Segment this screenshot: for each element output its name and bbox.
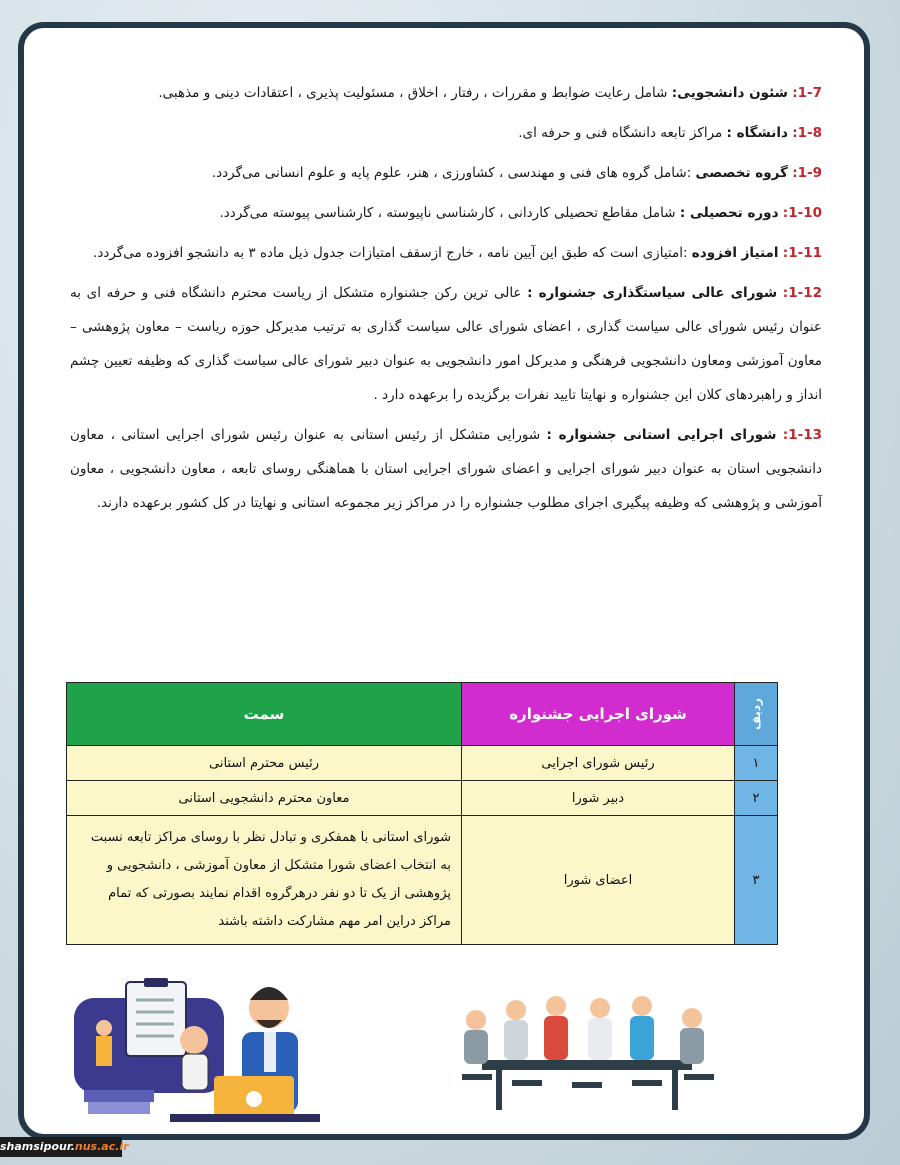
header-council: شورای اجرایی جشنواره — [462, 683, 735, 746]
books-stack — [84, 1090, 154, 1102]
row-role: معاون محترم دانشجویی استانی — [67, 781, 462, 816]
clause-term: شئون دانشجویی: — [671, 85, 788, 101]
clause-text: :امتیازی است که طبق این آیین نامه ، خارج ازسقف امتیازات جدول ذیل ماده ۳ به دانشجو افزوده می‌گردد. — [93, 245, 692, 261]
books-stack — [88, 1102, 150, 1114]
office-illustration — [64, 978, 354, 1128]
row-index: ۳ — [735, 816, 778, 945]
attendee-body — [680, 1028, 704, 1064]
attendee-body — [504, 1020, 528, 1060]
attendee-body — [544, 1016, 568, 1060]
paragraph-1-8 — [70, 116, 822, 150]
small-person-body — [96, 1036, 112, 1066]
header-index-label: ردیف — [749, 698, 763, 730]
clipboard-icon — [126, 982, 186, 1056]
attendee-body — [630, 1016, 654, 1060]
clipboard-clip — [144, 978, 168, 987]
attendee-head — [632, 996, 652, 1016]
meeting-illustration — [452, 990, 722, 1120]
attendee-head — [682, 1008, 702, 1028]
chair-seat — [632, 1080, 662, 1086]
attendee-head — [546, 996, 566, 1016]
man-hair — [250, 987, 288, 1000]
row-council: دبیر شورا — [462, 781, 735, 816]
site-name: shamsipour. — [0, 1140, 75, 1153]
table-leg — [672, 1070, 678, 1110]
chair-seat — [684, 1074, 714, 1080]
table-row — [67, 816, 778, 945]
clause-number: 1-10: — [782, 205, 822, 221]
clause-term: شورای اجرایی استانی جشنواره : — [546, 427, 777, 443]
paragraph-1-13 — [70, 418, 822, 520]
row-role: شورای استانی با همفکری و تبادل نظر با روسای مراکز تابعه نسبت به انتخاب اعضای شورا متشکل از معاون آموزشی ، دانشجویی و پژوهشی از یک تا دو نفر درهرگروه اقدام نمایند بصورتی که تمام مراکز دراین امر مهم مشارکت داشته باشند — [67, 816, 462, 945]
clause-number: 1-13: — [782, 427, 822, 443]
chair-seat — [512, 1080, 542, 1086]
row-index: ۱ — [735, 746, 778, 781]
table-row — [67, 781, 778, 816]
attendee-body — [588, 1018, 612, 1060]
row-council: رئیس شورای اجرایی — [462, 746, 735, 781]
attendee-head — [506, 1000, 526, 1020]
site-domain: nus.ac.ir — [74, 1140, 129, 1153]
table-header-row — [67, 683, 778, 746]
row-council: اعضای شورا — [462, 816, 735, 945]
site-watermark — [0, 1137, 129, 1157]
clause-text: مراکز تابعه دانشگاه فنی و حرفه ای. — [518, 125, 727, 141]
person-head — [180, 1026, 208, 1054]
header-index — [735, 683, 778, 746]
attendee-head — [590, 998, 610, 1018]
clause-text: شورایی متشکل از رئیس استانی به عنوان رئیس شورای اجرایی استانی ، معاون دانشجویی استان به عنوان دبیر شورای اجرایی و اعضای شورای اجرایی استان با هماهنگی روسای تابعه ، معاون دانشجویی ، معاون آموزشی و پژوهشی که وظیفه پیگیری اجرای مطلوب جشنواره را در مراکز زیر مجموعه استانی و نهایتا در کل کشور برعهده دارند. — [70, 427, 822, 511]
attendee-head — [466, 1010, 486, 1030]
clause-number: 1-8: — [792, 125, 822, 141]
clause-text: :شامل گروه های فنی و مهندسی ، کشاورزی ، هنر، علوم پایه و علوم انسانی می‌گردد. — [211, 165, 696, 181]
laptop-logo — [246, 1091, 262, 1107]
table-leg — [496, 1070, 502, 1110]
table-row — [67, 746, 778, 781]
clause-term: دوره تحصیلی : — [679, 205, 779, 221]
paragraph-1-9 — [70, 156, 822, 190]
paragraph-1-10 — [70, 196, 822, 230]
clause-text: عالی ترین رکن جشنواره متشکل از ریاست محترم دانشگاه فنی و حرفه ای به عنوان رئیس شورای عالی سیاست گذاری ، اعضای شورای عالی سیاست گذاری به ترتیب مدیرکل حوزه ریاست – معاون پژوهشی – معاون آموزشی ومعاون دانشجویی فرهنگی و مدیرکل امور دانشجویی به عنوان دبیر شورای عالی سیاست گذاری که وظیفه تعیین چشم انداز و راهبردهای کلان این جشنواره و نهایتا تایید نفرات برگزیده را برعهده دارد . — [70, 285, 822, 403]
row-role: رئیس محترم استانی — [67, 746, 462, 781]
chair-seat — [462, 1074, 492, 1080]
attendees — [464, 996, 704, 1064]
paragraph-1-11 — [70, 236, 822, 270]
council-table — [66, 682, 778, 945]
small-person-head — [96, 1020, 112, 1036]
desk-shape — [170, 1114, 320, 1122]
clause-term: امتیاز افزوده — [691, 245, 779, 261]
chair-seat — [572, 1082, 602, 1088]
header-role: سمت — [67, 683, 462, 746]
clause-term: شورای عالی سیاستگذاری جشنواره : — [527, 285, 778, 301]
clause-term: گروه تخصصی — [695, 165, 788, 181]
table-top — [482, 1060, 692, 1070]
clause-number: 1-7: — [792, 85, 822, 101]
row-index: ۲ — [735, 781, 778, 816]
clause-text: شامل مقاطع تحصیلی کاردانی ، کارشناسی ناپیوسته ، کارشناسی پیوسته می‌گردد. — [219, 205, 680, 221]
clause-number: 1-11: — [782, 245, 822, 261]
attendee-body — [464, 1030, 488, 1064]
paragraph-1-7 — [70, 76, 822, 110]
man-beard — [256, 1020, 282, 1028]
clause-number: 1-12: — [782, 285, 822, 301]
clause-text: شامل رعایت ضوابط و مقررات ، رفتار ، اخلاق ، مسئولیت پذیری ، اعتقادات دینی و مذهبی. — [158, 85, 672, 101]
man-shirt — [264, 1032, 276, 1072]
clause-term: دانشگاه : — [726, 125, 788, 141]
clause-number: 1-9: — [792, 165, 822, 181]
document-body — [70, 76, 822, 526]
person-body — [182, 1054, 208, 1090]
paragraph-1-12 — [70, 276, 822, 412]
